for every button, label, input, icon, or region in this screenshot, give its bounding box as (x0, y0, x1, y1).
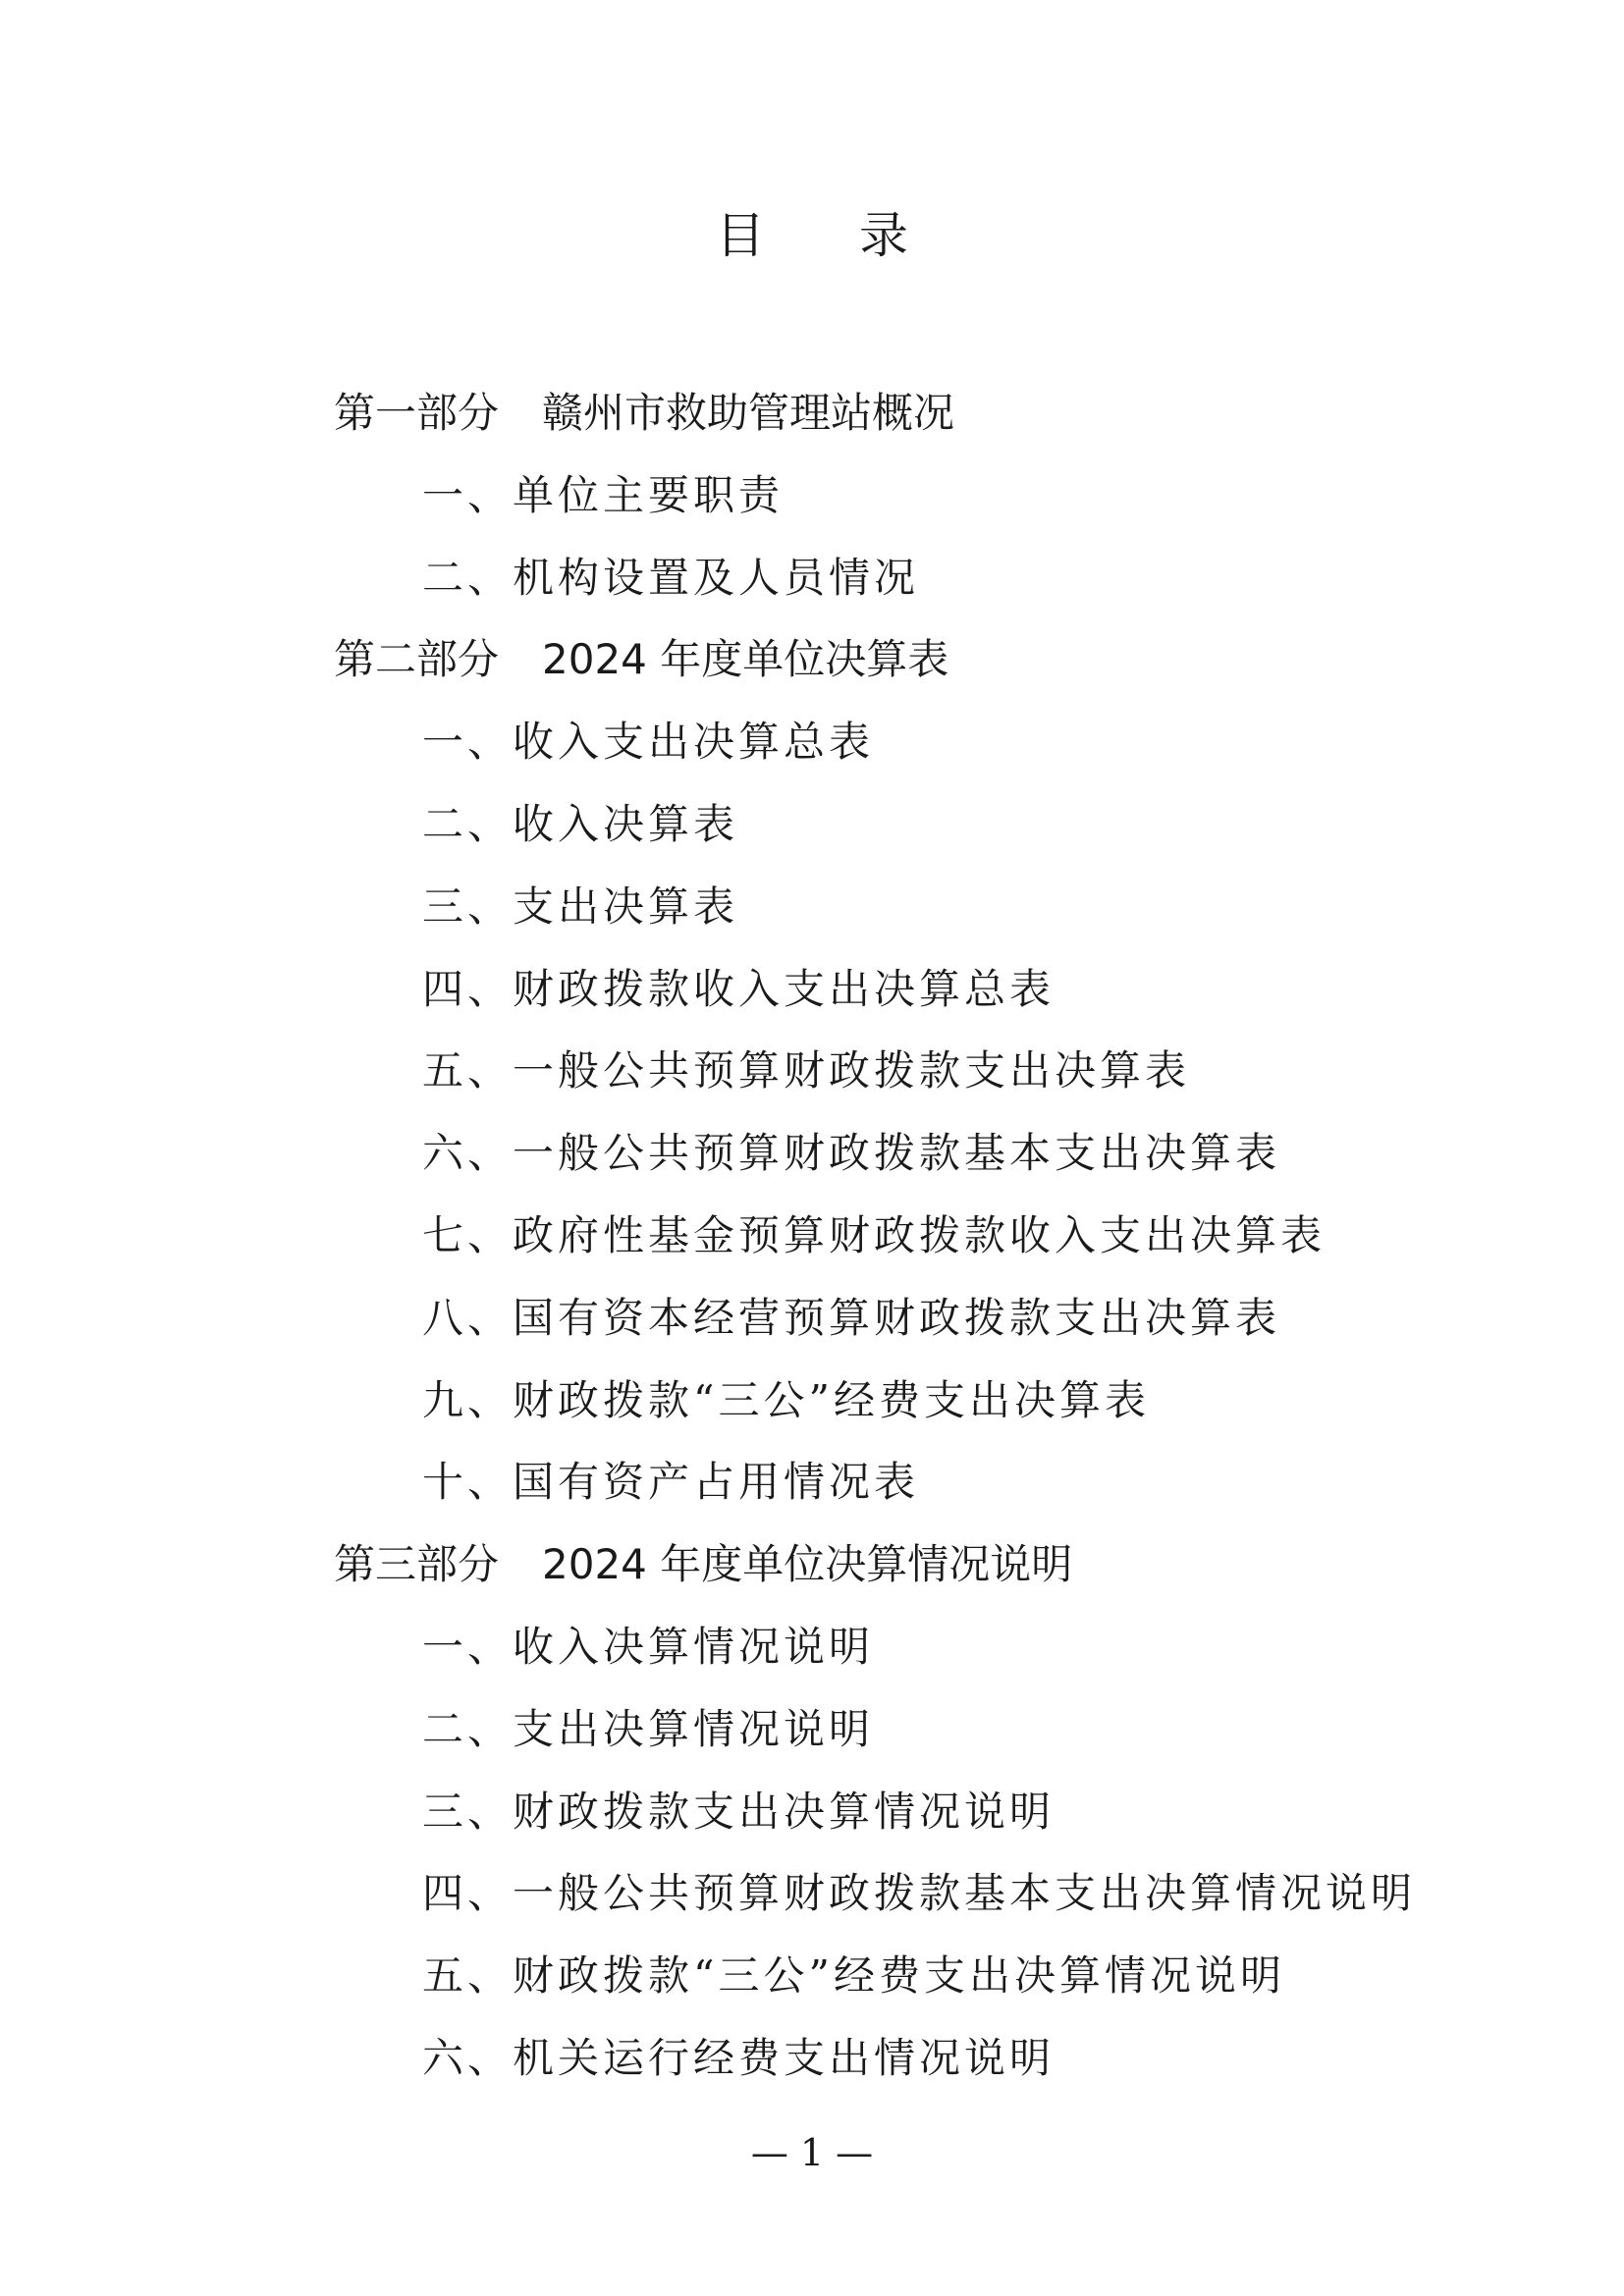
toc-title: 目录 (716, 207, 1002, 264)
toc-part-number: 第二部分 (334, 635, 500, 684)
toc-item: 八、国有资本经营预算财政拨款支出决算表 (422, 1293, 1281, 1342)
toc-item: 十、国有资产占用情况表 (422, 1458, 920, 1507)
toc-item: 二、机构设置及人员情况 (422, 553, 920, 602)
toc-part-title: 2024 年度单位决算情况说明 (542, 1540, 1073, 1589)
toc-item: 二、支出决算情况说明 (422, 1704, 875, 1753)
toc-part-heading (334, 379, 1492, 461)
toc-item: 一、单位主要职责 (422, 470, 785, 519)
toc-part-heading (334, 1530, 1492, 1613)
toc-item: 五、财政拨款“三公”经费支出决算情况说明 (422, 1951, 1285, 2001)
toc-item: 四、一般公共预算财政拨款基本支出决算情况说明 (422, 1869, 1417, 1918)
toc-part-heading (334, 625, 1492, 708)
toc-part-number: 第一部分 (334, 389, 500, 437)
toc-item: 七、政府性基金预算财政拨款收入支出决算表 (422, 1210, 1326, 1259)
toc-item: 九、财政拨款“三公”经费支出决算表 (422, 1375, 1150, 1424)
toc-part-number: 第三部分 (334, 1540, 500, 1589)
toc-item: 三、支出决算表 (422, 881, 739, 931)
toc-item: 六、一般公共预算财政拨款基本支出决算表 (422, 1129, 1281, 1178)
toc-item: 六、机关运行经费支出情况说明 (422, 2033, 1056, 2082)
toc-item: 二、收入决算表 (422, 799, 739, 848)
toc-item: 一、收入决算情况说明 (422, 1622, 875, 1671)
toc-item: 五、一般公共预算财政拨款支出决算表 (422, 1046, 1191, 1095)
toc-part-title: 2024 年度单位决算表 (542, 635, 949, 684)
toc-part-title: 赣州市救助管理站概况 (542, 389, 955, 437)
toc-item: 一、收入支出决算总表 (422, 718, 875, 767)
page-number: — 1 — (750, 2131, 874, 2174)
toc-item: 四、财政拨款收入支出决算总表 (422, 964, 1056, 1013)
toc-item: 三、财政拨款支出决算情况说明 (422, 1787, 1056, 1836)
table-of-contents (334, 379, 1492, 2107)
